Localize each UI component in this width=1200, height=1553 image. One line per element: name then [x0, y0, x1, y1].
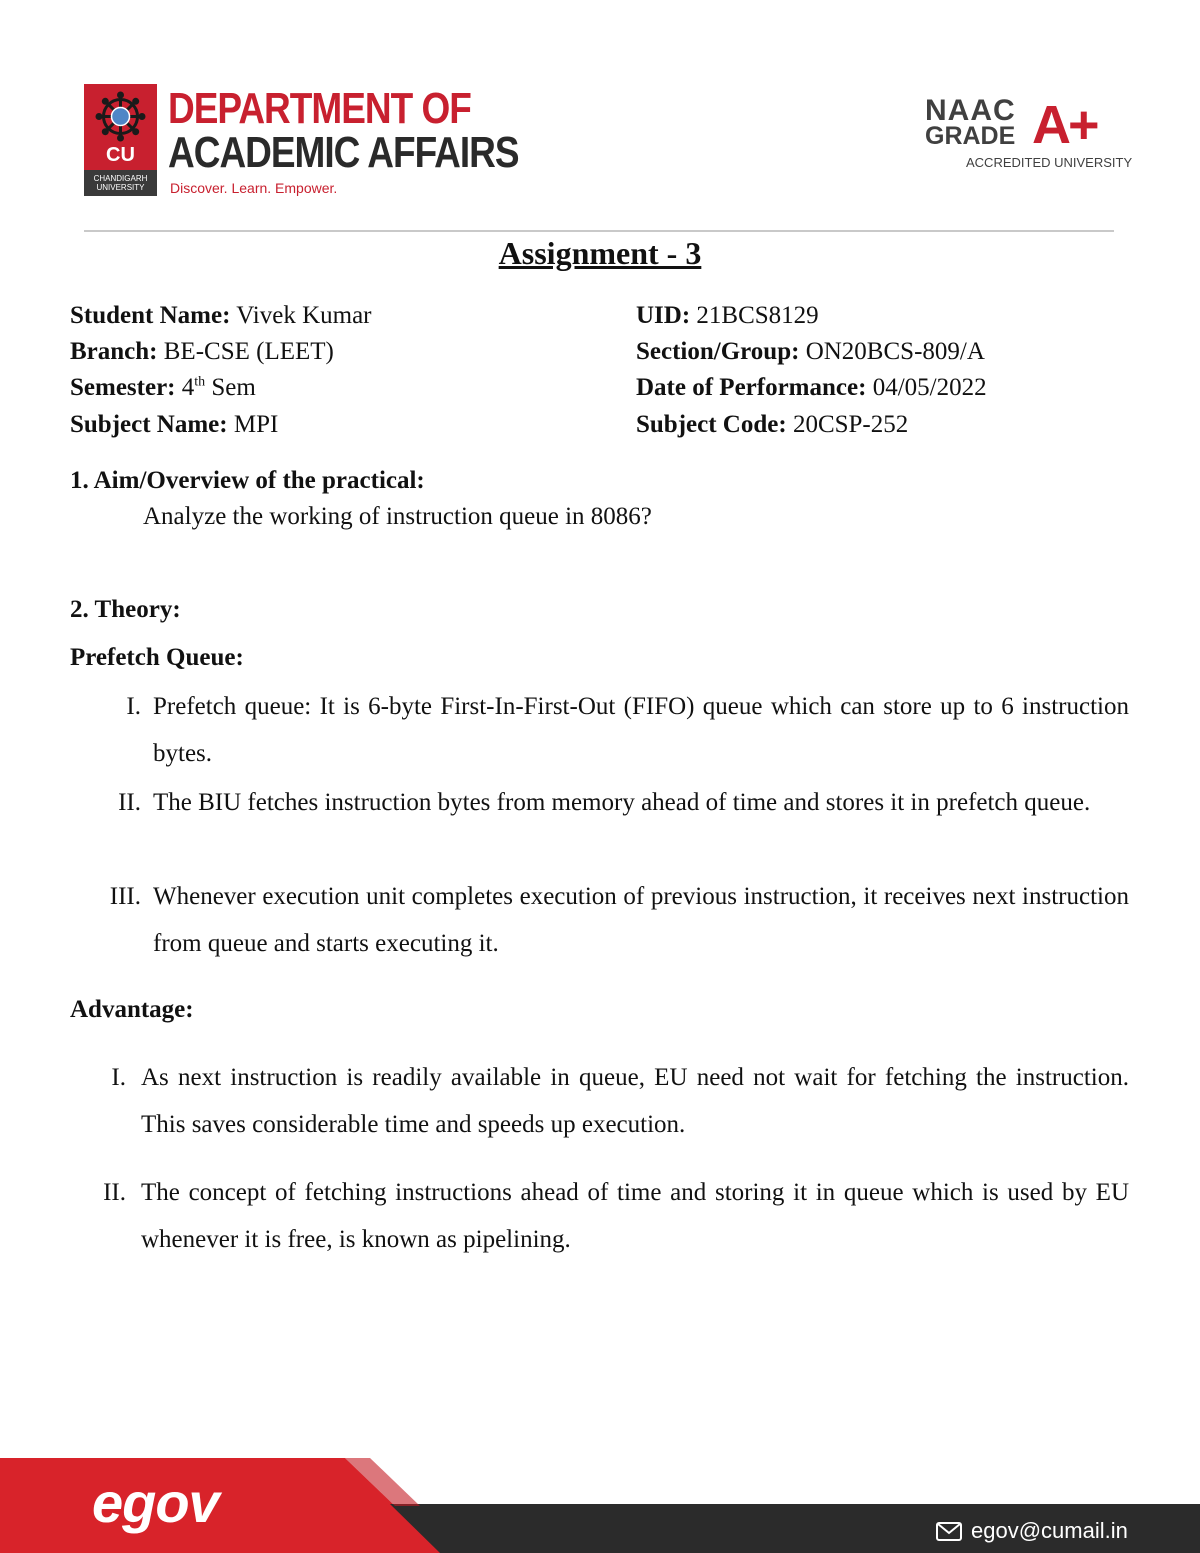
semester-row	[70, 373, 256, 403]
cu-logo-letters: CU	[106, 144, 135, 166]
semester-number: 4	[175, 374, 195, 401]
department-tagline: Discover. Learn. Empower.	[170, 180, 338, 196]
subject-code-value: 20CSP-252	[786, 411, 909, 438]
aim-heading: 1. Aim/Overview of the practical:	[70, 467, 425, 494]
semester-label: Semester:	[70, 374, 176, 401]
theory-item-number: III.	[109, 883, 141, 910]
date-row	[636, 373, 987, 403]
naac-grade-label: GRADE	[925, 122, 1016, 150]
section-value: ON20BCS-809/A	[799, 338, 985, 365]
header-divider	[84, 230, 1114, 232]
section-row	[636, 337, 985, 367]
theory-item-number: II.	[118, 789, 141, 816]
department-title-line2: ACADEMIC AFFAIRS	[168, 128, 519, 177]
advantage-item: As next instruction is readily available in queue, EU need not wait for fetching the instruction. This saves considerable time and speeds up execution.	[141, 1064, 1129, 1138]
branch-label: Branch:	[70, 338, 158, 365]
theory-item: The BIU fetches instruction bytes from memory ahead of time and stores it in prefetch queue.	[153, 789, 1091, 816]
subject-code-row	[636, 410, 908, 440]
page-title: Assignment - 3	[498, 235, 702, 271]
naac-grade-value: A+	[1032, 95, 1097, 155]
footer-email-text[interactable]: egov@cumail.in	[971, 1518, 1128, 1543]
cu-emblem-icon	[94, 90, 147, 143]
department-title-line1: DEPARTMENT OF	[168, 84, 471, 133]
uid-row	[636, 301, 819, 331]
advantage-heading: Advantage:	[70, 996, 194, 1023]
date-value: 04/05/2022	[866, 374, 987, 401]
student-name-label: Student Name:	[70, 302, 231, 329]
student-name-row	[70, 301, 372, 331]
theory-item: Whenever execution unit completes execution of previous instruction, it receives next instruction from queue and starts executing it.	[153, 883, 1129, 957]
cu-logo-university: CHANDIGARH UNIVERSITY	[84, 170, 157, 196]
branch-value: BE-CSE (LEET)	[157, 338, 334, 365]
uid-label: UID:	[636, 302, 691, 329]
naac-accredited: ACCREDITED UNIVERSITY	[966, 155, 1133, 170]
branch-row	[70, 337, 334, 367]
date-label: Date of Performance:	[636, 374, 867, 401]
semester-unit: Sem	[205, 374, 256, 401]
theory-item: Prefetch queue: It is 6-byte First-In-First-Out (FIFO) queue which can store up to 6 instruction bytes.	[153, 693, 1129, 767]
student-name-value: Vivek Kumar	[230, 302, 372, 329]
advantage-item: The concept of fetching instructions ahead of time and storing it in queue which is used by EU whenever it is free, is known as pipelining.	[141, 1179, 1129, 1253]
semester-suffix: th	[194, 374, 206, 390]
naac-label: NAAC	[925, 94, 1016, 127]
section-label: Section/Group:	[636, 338, 800, 365]
subject-code-label: Subject Code:	[636, 411, 787, 438]
theory-heading: 2. Theory:	[70, 596, 181, 623]
advantage-item-number: II.	[103, 1179, 126, 1206]
subject-name-row	[70, 410, 278, 440]
uid-value: 21BCS8129	[690, 302, 819, 329]
theory-item-number: I.	[126, 693, 141, 720]
prefetch-queue-heading: Prefetch Queue:	[70, 644, 244, 671]
aim-text: Analyze the working of instruction queue in 8086?	[143, 503, 652, 530]
subject-name-value: MPI	[227, 411, 279, 438]
subject-name-label: Subject Name:	[70, 411, 228, 438]
egov-logo: egov	[92, 1471, 219, 1534]
cu-logo	[84, 84, 157, 196]
advantage-item-number: I.	[111, 1064, 126, 1091]
mail-icon	[936, 1522, 962, 1541]
